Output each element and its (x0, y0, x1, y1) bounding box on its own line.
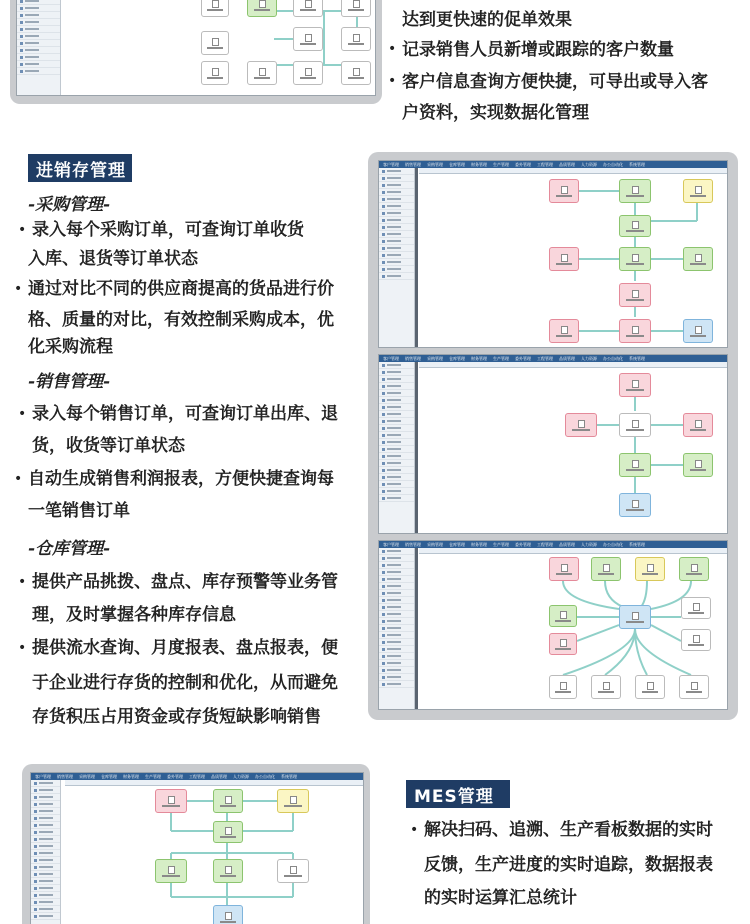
sales-flow-lines (379, 355, 728, 534)
flow-node[interactable] (619, 319, 651, 343)
purchase-b2-l2: 格、质量的对比，有效控制采购成本，优 (28, 310, 334, 330)
warehouse-b2-l1: 提供流水查询、月度报表、盘点报表，便 (32, 638, 338, 658)
top-bullet-2-line2: 户资料，实现数据化管理 (402, 103, 589, 123)
flow-node[interactable] (277, 859, 309, 883)
sales-screenshot (378, 354, 728, 534)
flow-node[interactable] (549, 179, 579, 203)
bullet: • (18, 222, 27, 238)
crm-screenshot (16, 0, 376, 96)
flow-node[interactable] (681, 597, 711, 619)
flow-node[interactable] (683, 319, 713, 343)
bullet: • (18, 406, 27, 422)
mes-b1-l1: 解决扫码、追溯、生产看板数据的实时 (424, 820, 713, 840)
flow-node[interactable] (683, 453, 713, 477)
flow-node[interactable] (549, 675, 577, 699)
flow-node[interactable] (341, 27, 371, 51)
flow-node[interactable] (341, 61, 371, 85)
menubar: 客户管理 销售管理 采购管理 仓库管理 财务管理 生产管理 委外管理 工程管理 品质管理 人力资源 办公自动化 系统管理 (379, 355, 727, 362)
flow-node[interactable] (549, 319, 579, 343)
section-header-inventory: 进销存管理 (28, 154, 132, 182)
flow-node[interactable] (619, 179, 651, 203)
flow-node[interactable] (619, 453, 651, 477)
purchase-b1-l2: 入库、退货等订单状态 (28, 249, 198, 269)
flow-node[interactable] (155, 789, 187, 813)
mes-flow-lines (31, 773, 364, 924)
flow-node[interactable] (201, 0, 229, 17)
flow-node[interactable] (549, 605, 577, 627)
flow-node[interactable] (247, 0, 277, 17)
purchase-b2-l3: 化采购流程 (28, 337, 113, 357)
mes-screenshot-frame (22, 764, 370, 924)
flow-node[interactable] (213, 789, 243, 813)
flow-node[interactable] (591, 675, 621, 699)
warehouse-b2-l2: 于企业进行存货的控制和优化，从而避免 (32, 673, 338, 693)
flow-node[interactable] (619, 283, 651, 307)
top-bullet-2-line1: 客户信息查询方便快捷，可导出或导入客 (402, 72, 708, 92)
flow-node[interactable] (549, 557, 579, 581)
bullet: • (388, 41, 397, 57)
flow-node[interactable] (549, 247, 579, 271)
flow-node[interactable] (277, 789, 309, 813)
crm-screenshot-frame (10, 0, 382, 104)
flow-node[interactable] (679, 557, 709, 581)
flow-node[interactable] (549, 633, 577, 655)
flow-node[interactable] (619, 605, 651, 629)
warehouse-b1-l1: 提供产品挑拨、盘点、库存预警等业务管 (32, 572, 338, 592)
bullet: • (18, 574, 27, 590)
purchase-b1-l1: 录入每个采购订单，可查询订单收货 (32, 220, 304, 240)
flow-node[interactable] (213, 905, 243, 924)
flow-node[interactable] (201, 31, 229, 55)
warehouse-b1-l2: 理，及时掌握各种库存信息 (32, 605, 236, 625)
flow-node[interactable] (247, 61, 277, 85)
bullet: • (18, 640, 27, 656)
bullet: • (14, 471, 23, 487)
flow-node[interactable] (201, 61, 229, 85)
menubar: 客户管理 销售管理 采购管理 仓库管理 财务管理 生产管理 委外管理 工程管理 品质管理 人力资源 办公自动化 系统管理 (379, 161, 727, 168)
mes-b1-l2: 反馈，生产进度的实时追踪，数据报表 (424, 855, 713, 875)
purchase-screenshot (378, 160, 728, 348)
flow-node[interactable] (213, 859, 243, 883)
warehouse-screenshot (378, 540, 728, 710)
flow-node[interactable] (683, 413, 713, 437)
sales-b2-l2: 一笔销售订单 (28, 501, 130, 521)
warehouse-b2-l3: 存货积压占用资金或存货短缺影响销售 (32, 707, 321, 727)
menubar: 客户管理 销售管理 采购管理 仓库管理 财务管理 生产管理 委外管理 工程管理 品质管理 人力资源 办公自动化 系统管理 (31, 773, 363, 780)
mes-b1-l3: 的实时运算汇总统计 (424, 888, 577, 908)
flow-node[interactable] (679, 675, 709, 699)
purchase-title: -采购管理- (28, 195, 111, 215)
mes-screenshot (30, 772, 364, 924)
top-bullet-1: 记录销售人员新增或跟踪的客户数量 (402, 40, 674, 60)
bullet: • (410, 822, 419, 838)
flow-node[interactable] (293, 27, 323, 51)
flow-node[interactable] (635, 557, 665, 581)
sales-b1-l2: 货，收货等订单状态 (32, 436, 185, 456)
flow-node[interactable] (341, 0, 371, 17)
flow-node[interactable] (681, 629, 711, 651)
bullet: • (14, 281, 23, 297)
flow-node[interactable] (213, 821, 243, 843)
sales-b1-l1: 录入每个销售订单，可查询订单出库、退 (32, 404, 338, 424)
warehouse-title: -仓库管理- (28, 539, 111, 559)
flow-node[interactable] (591, 557, 621, 581)
menubar: 客户管理 销售管理 采购管理 仓库管理 财务管理 生产管理 委外管理 工程管理 品质管理 人力资源 办公自动化 系统管理 (379, 541, 727, 548)
top-line: 达到更快速的促单效果 (402, 10, 572, 30)
flow-node[interactable] (683, 247, 713, 271)
sales-title: -销售管理- (28, 372, 111, 392)
flow-node[interactable] (619, 493, 651, 517)
flow-node[interactable] (293, 0, 323, 17)
flow-node[interactable] (293, 61, 323, 85)
inventory-screenshots-frame (368, 152, 738, 720)
flow-node[interactable] (155, 859, 187, 883)
sales-b2-l1: 自动生成销售利润报表，方便快捷查询每 (28, 469, 334, 489)
bullet: • (388, 73, 397, 89)
flow-node[interactable] (565, 413, 597, 437)
section-header-mes: MES管理 (406, 780, 510, 808)
flow-node[interactable] (619, 413, 651, 437)
flow-node[interactable] (619, 373, 651, 397)
flow-node[interactable] (619, 247, 651, 271)
flow-node[interactable] (619, 215, 651, 237)
purchase-b2-l1: 通过对比不同的供应商提高的货品进行价 (28, 279, 334, 299)
flow-node[interactable] (683, 179, 713, 203)
flow-node[interactable] (635, 675, 665, 699)
